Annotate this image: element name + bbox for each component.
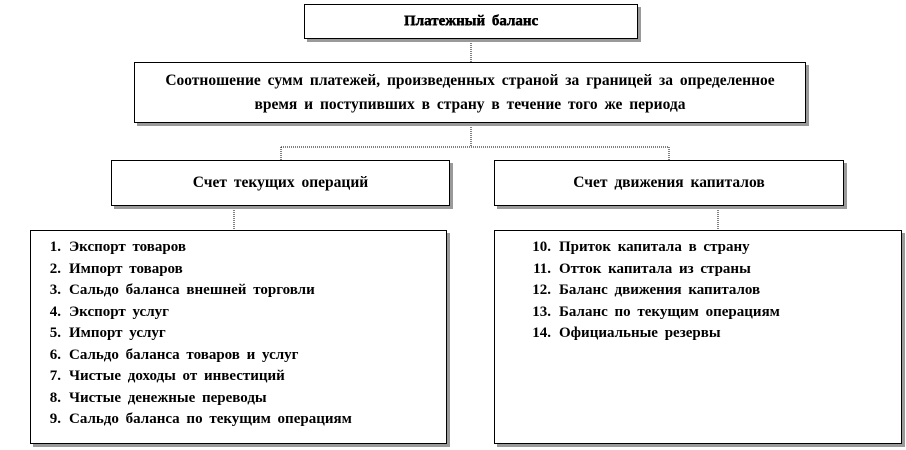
- capital-account-box: [494, 160, 844, 206]
- list-item: 6. Сальдо баланса товаров и услуг: [49, 346, 299, 363]
- current-account-label: Счет текущих операций: [192, 174, 369, 191]
- list-item: 2. Импорт товаров: [49, 260, 183, 277]
- list-item: 13. Баланс по текущим операциям: [532, 303, 780, 320]
- list-item: 8. Чистые денежные переводы: [49, 389, 267, 406]
- list-item: 7. Чистые доходы от инвестиций: [49, 368, 285, 384]
- list-item: 11. Отток капитала из страны: [533, 260, 751, 277]
- diagram-title-box: [304, 4, 638, 39]
- list-item: 3. Сальдо баланса внешней торговли: [49, 282, 315, 298]
- capital-account-list: [495, 237, 901, 345]
- diagram-title: Платежный баланс: [403, 13, 539, 29]
- current-account-items-box: [30, 230, 447, 444]
- list-item: 9. Сальдо баланса по текущим операциям: [49, 411, 352, 427]
- capital-account-items-box: [494, 230, 902, 444]
- list-item: 14. Официальные резервы: [532, 325, 721, 341]
- current-account-list: [31, 237, 446, 431]
- list-item: 12. Баланс движения капиталов: [532, 282, 761, 298]
- capital-account-label: Счет движения капиталов: [573, 174, 765, 191]
- list-item: 4. Экспорт услуг: [49, 303, 169, 320]
- current-account-box: [111, 160, 450, 206]
- definition-box: [134, 62, 806, 123]
- list-item: 5. Импорт услуг: [49, 325, 166, 341]
- list-item: 10. Приток капитала в страну: [532, 239, 750, 255]
- definition-text: Соотношение сумм платежей, произведенных страной за границей за определенное время и поступивших в страну в течение того же периода: [165, 71, 775, 113]
- list-item: 1. Экспорт товаров: [49, 239, 186, 255]
